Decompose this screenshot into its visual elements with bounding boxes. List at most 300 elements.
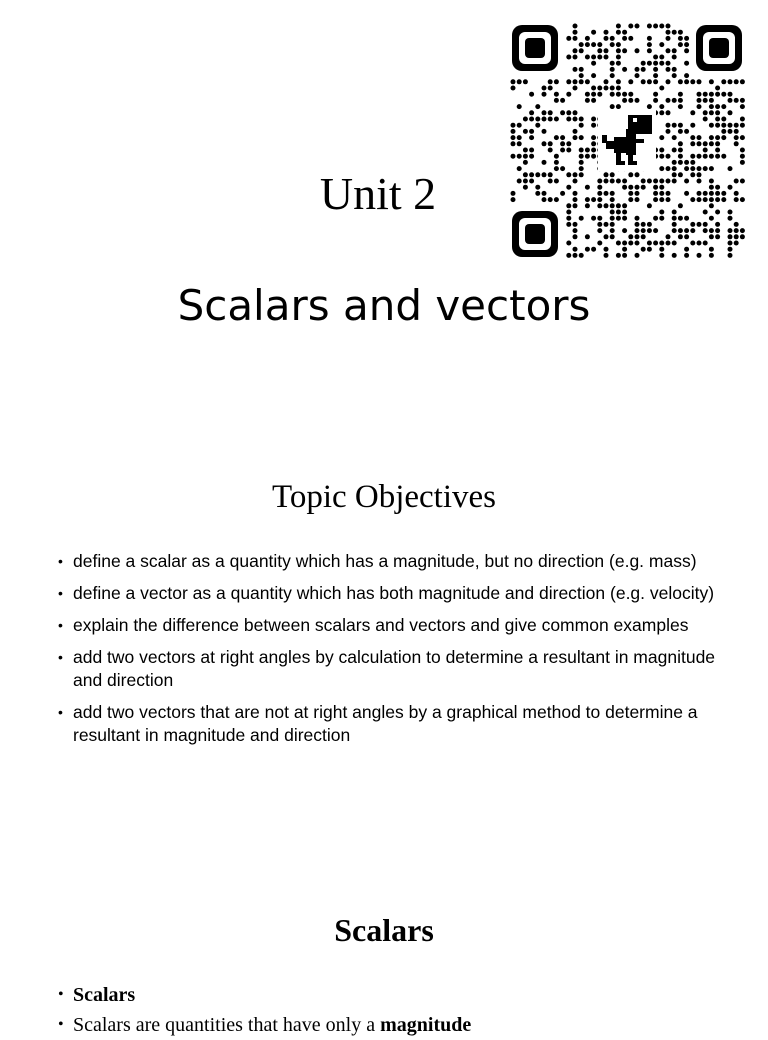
qr-dot bbox=[721, 117, 726, 122]
qr-dot bbox=[721, 154, 726, 159]
qr-dot bbox=[560, 98, 565, 103]
qr-dot bbox=[703, 241, 708, 246]
qr-dot bbox=[740, 98, 745, 103]
qr-dot bbox=[703, 228, 708, 233]
qr-dot bbox=[672, 55, 677, 60]
qr-dot bbox=[672, 48, 677, 53]
qr-dot bbox=[715, 210, 720, 215]
qr-dot bbox=[616, 92, 621, 97]
qr-dot bbox=[715, 123, 720, 128]
qr-dot bbox=[647, 222, 652, 227]
qr-dot bbox=[672, 216, 677, 221]
qr-dot bbox=[709, 166, 714, 171]
qr-dot bbox=[697, 197, 702, 202]
qr-dot bbox=[597, 216, 602, 221]
qr-dot bbox=[697, 92, 702, 97]
qr-dot bbox=[579, 166, 584, 171]
qr-dot bbox=[647, 42, 652, 47]
qr-dot bbox=[740, 197, 745, 202]
qr-dot bbox=[703, 110, 708, 115]
qr-dot bbox=[610, 67, 615, 72]
objectives-list bbox=[58, 550, 718, 756]
qr-dot bbox=[517, 79, 522, 84]
qr-dot bbox=[709, 79, 714, 84]
qr-dot bbox=[548, 86, 553, 91]
qr-dot bbox=[697, 253, 702, 258]
qr-dot bbox=[678, 104, 683, 109]
qr-dot bbox=[597, 55, 602, 60]
qr-dot bbox=[684, 191, 689, 196]
qr-dot bbox=[703, 222, 708, 227]
qr-dot bbox=[690, 160, 695, 165]
qr-dot bbox=[697, 172, 702, 177]
qr-dot bbox=[666, 61, 671, 66]
qr-dot bbox=[653, 73, 658, 78]
qr-dot bbox=[690, 166, 695, 171]
qr-dot bbox=[734, 135, 739, 140]
qr-dot bbox=[622, 48, 627, 53]
qr-dot bbox=[573, 234, 578, 239]
qr-dot bbox=[622, 241, 627, 246]
qr-dot bbox=[566, 172, 571, 177]
qr-dot bbox=[653, 61, 658, 66]
qr-dot bbox=[628, 241, 633, 246]
qr-dot bbox=[672, 253, 677, 258]
qr-dot bbox=[684, 73, 689, 78]
qr-dot bbox=[579, 73, 584, 78]
qr-dot bbox=[666, 24, 671, 29]
qr-dot bbox=[684, 129, 689, 134]
qr-dot bbox=[523, 148, 528, 153]
qr-dot bbox=[585, 148, 590, 153]
qr-dot bbox=[715, 228, 720, 233]
qr-dot bbox=[591, 61, 596, 66]
qr-dot bbox=[734, 141, 739, 146]
qr-dot bbox=[684, 160, 689, 165]
qr-dot bbox=[548, 110, 553, 115]
qr-dot bbox=[666, 191, 671, 196]
qr-dot bbox=[734, 129, 739, 134]
qr-dot bbox=[678, 203, 683, 208]
qr-dot bbox=[684, 234, 689, 239]
qr-dot bbox=[635, 24, 640, 29]
qr-dot bbox=[511, 141, 516, 146]
qr-dot bbox=[678, 172, 683, 177]
qr-dot bbox=[610, 179, 615, 184]
qr-dot bbox=[740, 160, 745, 165]
qr-dot bbox=[709, 234, 714, 239]
qr-dot bbox=[628, 185, 633, 190]
qr-dot bbox=[560, 166, 565, 171]
qr-dot bbox=[715, 117, 720, 122]
qr-dot bbox=[734, 191, 739, 196]
qr-dot bbox=[684, 42, 689, 47]
qr-dot bbox=[566, 216, 571, 221]
qr-dot bbox=[653, 179, 658, 184]
qr-dot bbox=[672, 160, 677, 165]
qr-dot bbox=[715, 185, 720, 190]
qr-dot bbox=[517, 123, 522, 128]
qr-dot bbox=[616, 30, 621, 35]
qr-dot bbox=[703, 98, 708, 103]
qr-dot bbox=[604, 234, 609, 239]
qr-dot bbox=[678, 79, 683, 84]
qr-dot bbox=[610, 104, 615, 109]
qr-dot bbox=[566, 148, 571, 153]
qr-dot bbox=[684, 253, 689, 258]
qr-dot bbox=[728, 98, 733, 103]
qr-dot bbox=[573, 197, 578, 202]
qr-dot bbox=[542, 172, 547, 177]
qr-dot bbox=[709, 253, 714, 258]
qr-dot bbox=[715, 141, 720, 146]
qr-dot bbox=[591, 55, 596, 60]
qr-dot bbox=[635, 241, 640, 246]
objective-item: • add two vectors that are not at right angles by a graphical method to determine a resultant in magnitude and direction bbox=[58, 701, 718, 747]
qr-dot bbox=[535, 172, 540, 177]
qr-dot bbox=[635, 216, 640, 221]
qr-dot bbox=[566, 222, 571, 227]
qr-dot bbox=[715, 191, 720, 196]
qr-dot bbox=[566, 141, 571, 146]
qr-dot bbox=[635, 253, 640, 258]
qr-dot bbox=[734, 197, 739, 202]
qr-dot bbox=[715, 197, 720, 202]
qr-dot bbox=[604, 191, 609, 196]
qr-dot bbox=[591, 42, 596, 47]
qr-dot bbox=[715, 154, 720, 159]
qr-dot bbox=[697, 141, 702, 146]
qr-dot bbox=[616, 253, 621, 258]
qr-dot bbox=[659, 197, 664, 202]
qr-dot bbox=[616, 55, 621, 60]
qr-dot bbox=[597, 185, 602, 190]
qr-dot bbox=[684, 48, 689, 53]
qr-dot bbox=[635, 48, 640, 53]
qr-dot bbox=[604, 86, 609, 91]
qr-dot bbox=[585, 92, 590, 97]
qr-dot bbox=[591, 197, 596, 202]
qr-dot bbox=[709, 92, 714, 97]
qr-dot bbox=[635, 222, 640, 227]
qr-dot bbox=[684, 166, 689, 171]
qr-dot bbox=[690, 123, 695, 128]
qr-dot bbox=[579, 160, 584, 165]
qr-dot bbox=[610, 191, 615, 196]
qr-dot bbox=[535, 104, 540, 109]
qr-dot bbox=[728, 79, 733, 84]
qr-dot bbox=[604, 55, 609, 60]
qr-dot bbox=[635, 185, 640, 190]
qr-dot bbox=[591, 123, 596, 128]
qr-dot bbox=[666, 48, 671, 53]
qr-dot bbox=[610, 234, 615, 239]
qr-dot bbox=[566, 117, 571, 122]
qr-dot bbox=[697, 154, 702, 159]
qr-dot bbox=[622, 216, 627, 221]
qr-dot bbox=[678, 98, 683, 103]
qr-dot bbox=[647, 61, 652, 66]
qr-dot bbox=[641, 185, 646, 190]
qr-dot bbox=[635, 67, 640, 72]
qr-dot bbox=[684, 79, 689, 84]
qr-dot bbox=[548, 179, 553, 184]
qr-dot bbox=[597, 197, 602, 202]
dinosaur-icon bbox=[598, 109, 656, 171]
qr-dot bbox=[647, 36, 652, 41]
qr-dot bbox=[622, 185, 627, 190]
qr-dot bbox=[703, 191, 708, 196]
qr-finder-top-right bbox=[696, 25, 742, 71]
qr-dot bbox=[535, 191, 540, 196]
qr-dot bbox=[740, 179, 745, 184]
qr-dot bbox=[715, 148, 720, 153]
qr-dot bbox=[573, 110, 578, 115]
qr-dot bbox=[511, 86, 516, 91]
qr-dot bbox=[585, 79, 590, 84]
qr-dot bbox=[659, 247, 664, 252]
qr-dot bbox=[591, 141, 596, 146]
qr-dot bbox=[728, 123, 733, 128]
qr-dot bbox=[622, 253, 627, 258]
qr-dot bbox=[579, 253, 584, 258]
qr-dot bbox=[585, 42, 590, 47]
qr-dot bbox=[647, 241, 652, 246]
qr-dot bbox=[585, 247, 590, 252]
qr-dot bbox=[697, 241, 702, 246]
qr-dot bbox=[529, 129, 534, 134]
qr-dot bbox=[511, 154, 516, 159]
qr-code-icon bbox=[510, 23, 744, 259]
qr-dot bbox=[647, 247, 652, 252]
qr-dot bbox=[653, 216, 658, 221]
qr-dot bbox=[715, 110, 720, 115]
qr-dot bbox=[610, 222, 615, 227]
qr-dot bbox=[585, 36, 590, 41]
qr-dot bbox=[548, 117, 553, 122]
qr-finder-bottom-left bbox=[512, 211, 558, 257]
qr-dot bbox=[554, 166, 559, 171]
qr-dot bbox=[659, 210, 664, 215]
qr-dot bbox=[635, 73, 640, 78]
qr-dot bbox=[728, 129, 733, 134]
qr-dot bbox=[573, 203, 578, 208]
qr-dot bbox=[560, 141, 565, 146]
qr-dot bbox=[678, 123, 683, 128]
qr-dot bbox=[616, 42, 621, 47]
qr-dot bbox=[672, 222, 677, 227]
qr-dot bbox=[517, 135, 522, 140]
qr-dot bbox=[690, 228, 695, 233]
qr-dot bbox=[610, 216, 615, 221]
qr-finder-top-left bbox=[512, 25, 558, 71]
qr-dot bbox=[591, 73, 596, 78]
qr-dot bbox=[653, 92, 658, 97]
qr-dot bbox=[709, 123, 714, 128]
qr-dot bbox=[604, 36, 609, 41]
qr-dot bbox=[709, 203, 714, 208]
qr-dot bbox=[542, 92, 547, 97]
qr-dot bbox=[635, 197, 640, 202]
qr-dot bbox=[511, 197, 516, 202]
qr-dot bbox=[622, 67, 627, 72]
qr-dot bbox=[542, 110, 547, 115]
qr-dot bbox=[690, 222, 695, 227]
qr-dot bbox=[635, 98, 640, 103]
qr-dot bbox=[511, 191, 516, 196]
qr-dot bbox=[709, 135, 714, 140]
qr-dot bbox=[678, 30, 683, 35]
qr-dot bbox=[548, 148, 553, 153]
qr-dot bbox=[703, 166, 708, 171]
qr-dot bbox=[622, 210, 627, 215]
qr-dot bbox=[579, 135, 584, 140]
qr-dot bbox=[659, 104, 664, 109]
qr-dot bbox=[579, 79, 584, 84]
qr-dot bbox=[678, 92, 683, 97]
qr-dot bbox=[535, 185, 540, 190]
qr-dot bbox=[560, 135, 565, 140]
qr-dot bbox=[659, 24, 664, 29]
qr-dot bbox=[653, 24, 658, 29]
qr-dot bbox=[641, 79, 646, 84]
qr-dot bbox=[678, 129, 683, 134]
objective-item: • define a vector as a quantity which has both magnitude and direction (e.g. velocity) bbox=[58, 582, 718, 605]
qr-dot bbox=[529, 110, 534, 115]
qr-dot bbox=[684, 36, 689, 41]
qr-dot bbox=[566, 79, 571, 84]
qr-dot bbox=[542, 141, 547, 146]
qr-dot bbox=[560, 191, 565, 196]
qr-dot bbox=[610, 172, 615, 177]
qr-dot bbox=[597, 203, 602, 208]
qr-dot bbox=[597, 92, 602, 97]
qr-dot bbox=[703, 117, 708, 122]
qr-dot bbox=[678, 154, 683, 159]
qr-dot bbox=[628, 234, 633, 239]
objective-item: • explain the difference between scalars and vectors and give common examples bbox=[58, 614, 718, 637]
qr-dot bbox=[715, 234, 720, 239]
qr-dot bbox=[548, 141, 553, 146]
qr-dot bbox=[672, 210, 677, 215]
qr-dot bbox=[635, 191, 640, 196]
qr-dot bbox=[511, 135, 516, 140]
qr-dot bbox=[740, 123, 745, 128]
qr-dot bbox=[703, 141, 708, 146]
qr-dot bbox=[659, 55, 664, 60]
qr-dot bbox=[678, 228, 683, 233]
qr-dot bbox=[566, 210, 571, 215]
qr-dot bbox=[597, 191, 602, 196]
scalars-slide bbox=[0, 880, 768, 1036]
qr-dot bbox=[709, 141, 714, 146]
qr-dot bbox=[666, 241, 671, 246]
qr-dot bbox=[573, 30, 578, 35]
qr-dot bbox=[647, 179, 652, 184]
qr-dot bbox=[554, 154, 559, 159]
qr-dot bbox=[728, 216, 733, 221]
qr-dot bbox=[597, 179, 602, 184]
qr-dot bbox=[573, 247, 578, 252]
qr-dot bbox=[697, 222, 702, 227]
qr-dot bbox=[542, 191, 547, 196]
qr-dot bbox=[666, 234, 671, 239]
qr-dot bbox=[523, 79, 528, 84]
qr-dot bbox=[715, 92, 720, 97]
qr-dot bbox=[672, 123, 677, 128]
qr-dot bbox=[573, 24, 578, 29]
qr-dot bbox=[641, 247, 646, 252]
qr-dot bbox=[653, 228, 658, 233]
qr-dot bbox=[604, 203, 609, 208]
qr-dot bbox=[641, 61, 646, 66]
qr-dot bbox=[672, 241, 677, 246]
qr-dot bbox=[585, 234, 590, 239]
title-slide bbox=[0, 0, 768, 432]
qr-dot bbox=[542, 197, 547, 202]
qr-dot bbox=[728, 110, 733, 115]
qr-dot bbox=[566, 185, 571, 190]
qr-dot bbox=[610, 197, 615, 202]
main-title: Scalars and vectors bbox=[177, 281, 591, 330]
qr-dot bbox=[734, 179, 739, 184]
qr-dot bbox=[622, 203, 627, 208]
qr-dot bbox=[684, 228, 689, 233]
qr-dot bbox=[591, 98, 596, 103]
qr-dot bbox=[740, 117, 745, 122]
qr-dot bbox=[740, 148, 745, 153]
qr-dot bbox=[591, 92, 596, 97]
qr-dot bbox=[697, 166, 702, 171]
objectives-slide bbox=[0, 440, 768, 872]
qr-dot bbox=[585, 185, 590, 190]
qr-dot bbox=[610, 61, 615, 66]
qr-dot bbox=[523, 172, 528, 177]
qr-dot bbox=[678, 36, 683, 41]
qr-dot bbox=[715, 104, 720, 109]
qr-dot bbox=[616, 86, 621, 91]
qr-dot bbox=[573, 228, 578, 233]
qr-dot bbox=[573, 55, 578, 60]
qr-dot bbox=[659, 241, 664, 246]
qr-dot bbox=[709, 247, 714, 252]
qr-dot bbox=[554, 135, 559, 140]
qr-dot bbox=[548, 172, 553, 177]
qr-dot bbox=[585, 154, 590, 159]
qr-dot bbox=[628, 191, 633, 196]
qr-dot bbox=[616, 48, 621, 53]
qr-dot bbox=[659, 86, 664, 91]
qr-dot bbox=[697, 104, 702, 109]
qr-dot bbox=[579, 117, 584, 122]
qr-dot bbox=[616, 216, 621, 221]
qr-dot bbox=[697, 191, 702, 196]
qr-dot bbox=[678, 160, 683, 165]
qr-dot bbox=[604, 172, 609, 177]
qr-dot bbox=[616, 24, 621, 29]
qr-dot bbox=[573, 117, 578, 122]
qr-dot bbox=[666, 129, 671, 134]
qr-dot bbox=[734, 228, 739, 233]
qr-dot bbox=[616, 61, 621, 66]
qr-dot bbox=[672, 172, 677, 177]
qr-dot bbox=[591, 216, 596, 221]
qr-dot bbox=[529, 172, 534, 177]
qr-dot bbox=[659, 185, 664, 190]
qr-dot bbox=[573, 86, 578, 91]
qr-dot bbox=[672, 67, 677, 72]
qr-dot bbox=[690, 110, 695, 115]
